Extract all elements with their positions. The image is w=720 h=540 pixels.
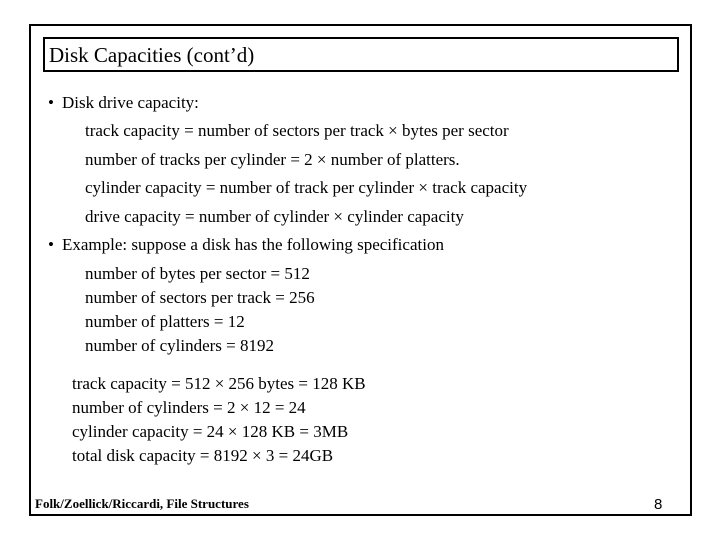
calc-cylinder-capacity: cylinder capacity = 24 × 128 KB = 3MB — [72, 422, 349, 441]
bullet-heading-capacity: Disk drive capacity: — [62, 93, 199, 112]
spec-platters: number of platters = 12 — [85, 312, 245, 331]
formula-track-capacity: track capacity = number of sectors per track × bytes per sector — [85, 121, 509, 140]
footer-citation: Folk/Zoellick/Riccardi, File Structures — [35, 496, 249, 511]
page-number: 8 — [654, 496, 663, 513]
calc-number-of-cylinders: number of cylinders = 2 × 12 = 24 — [72, 398, 306, 417]
bullet-marker-1: • — [48, 93, 54, 112]
spec-sectors-per-track: number of sectors per track = 256 — [85, 288, 315, 307]
calc-track-capacity: track capacity = 512 × 256 bytes = 128 KB — [72, 374, 366, 393]
slide-title: Disk Capacities (cont’d) — [49, 43, 255, 67]
spec-bytes-per-sector: number of bytes per sector = 512 — [85, 264, 310, 283]
spec-cylinders: number of cylinders = 8192 — [85, 336, 274, 355]
bullet-heading-example: Example: suppose a disk has the following specification — [62, 235, 444, 254]
bullet-marker-2: • — [48, 235, 54, 254]
calc-total-disk-capacity: total disk capacity = 8192 × 3 = 24GB — [72, 446, 334, 465]
formula-drive-capacity: drive capacity = number of cylinder × cylinder capacity — [85, 207, 464, 226]
formula-tracks-per-cylinder: number of tracks per cylinder = 2 × number of platters. — [85, 150, 460, 169]
formula-cylinder-capacity: cylinder capacity = number of track per cylinder × track capacity — [85, 178, 528, 197]
